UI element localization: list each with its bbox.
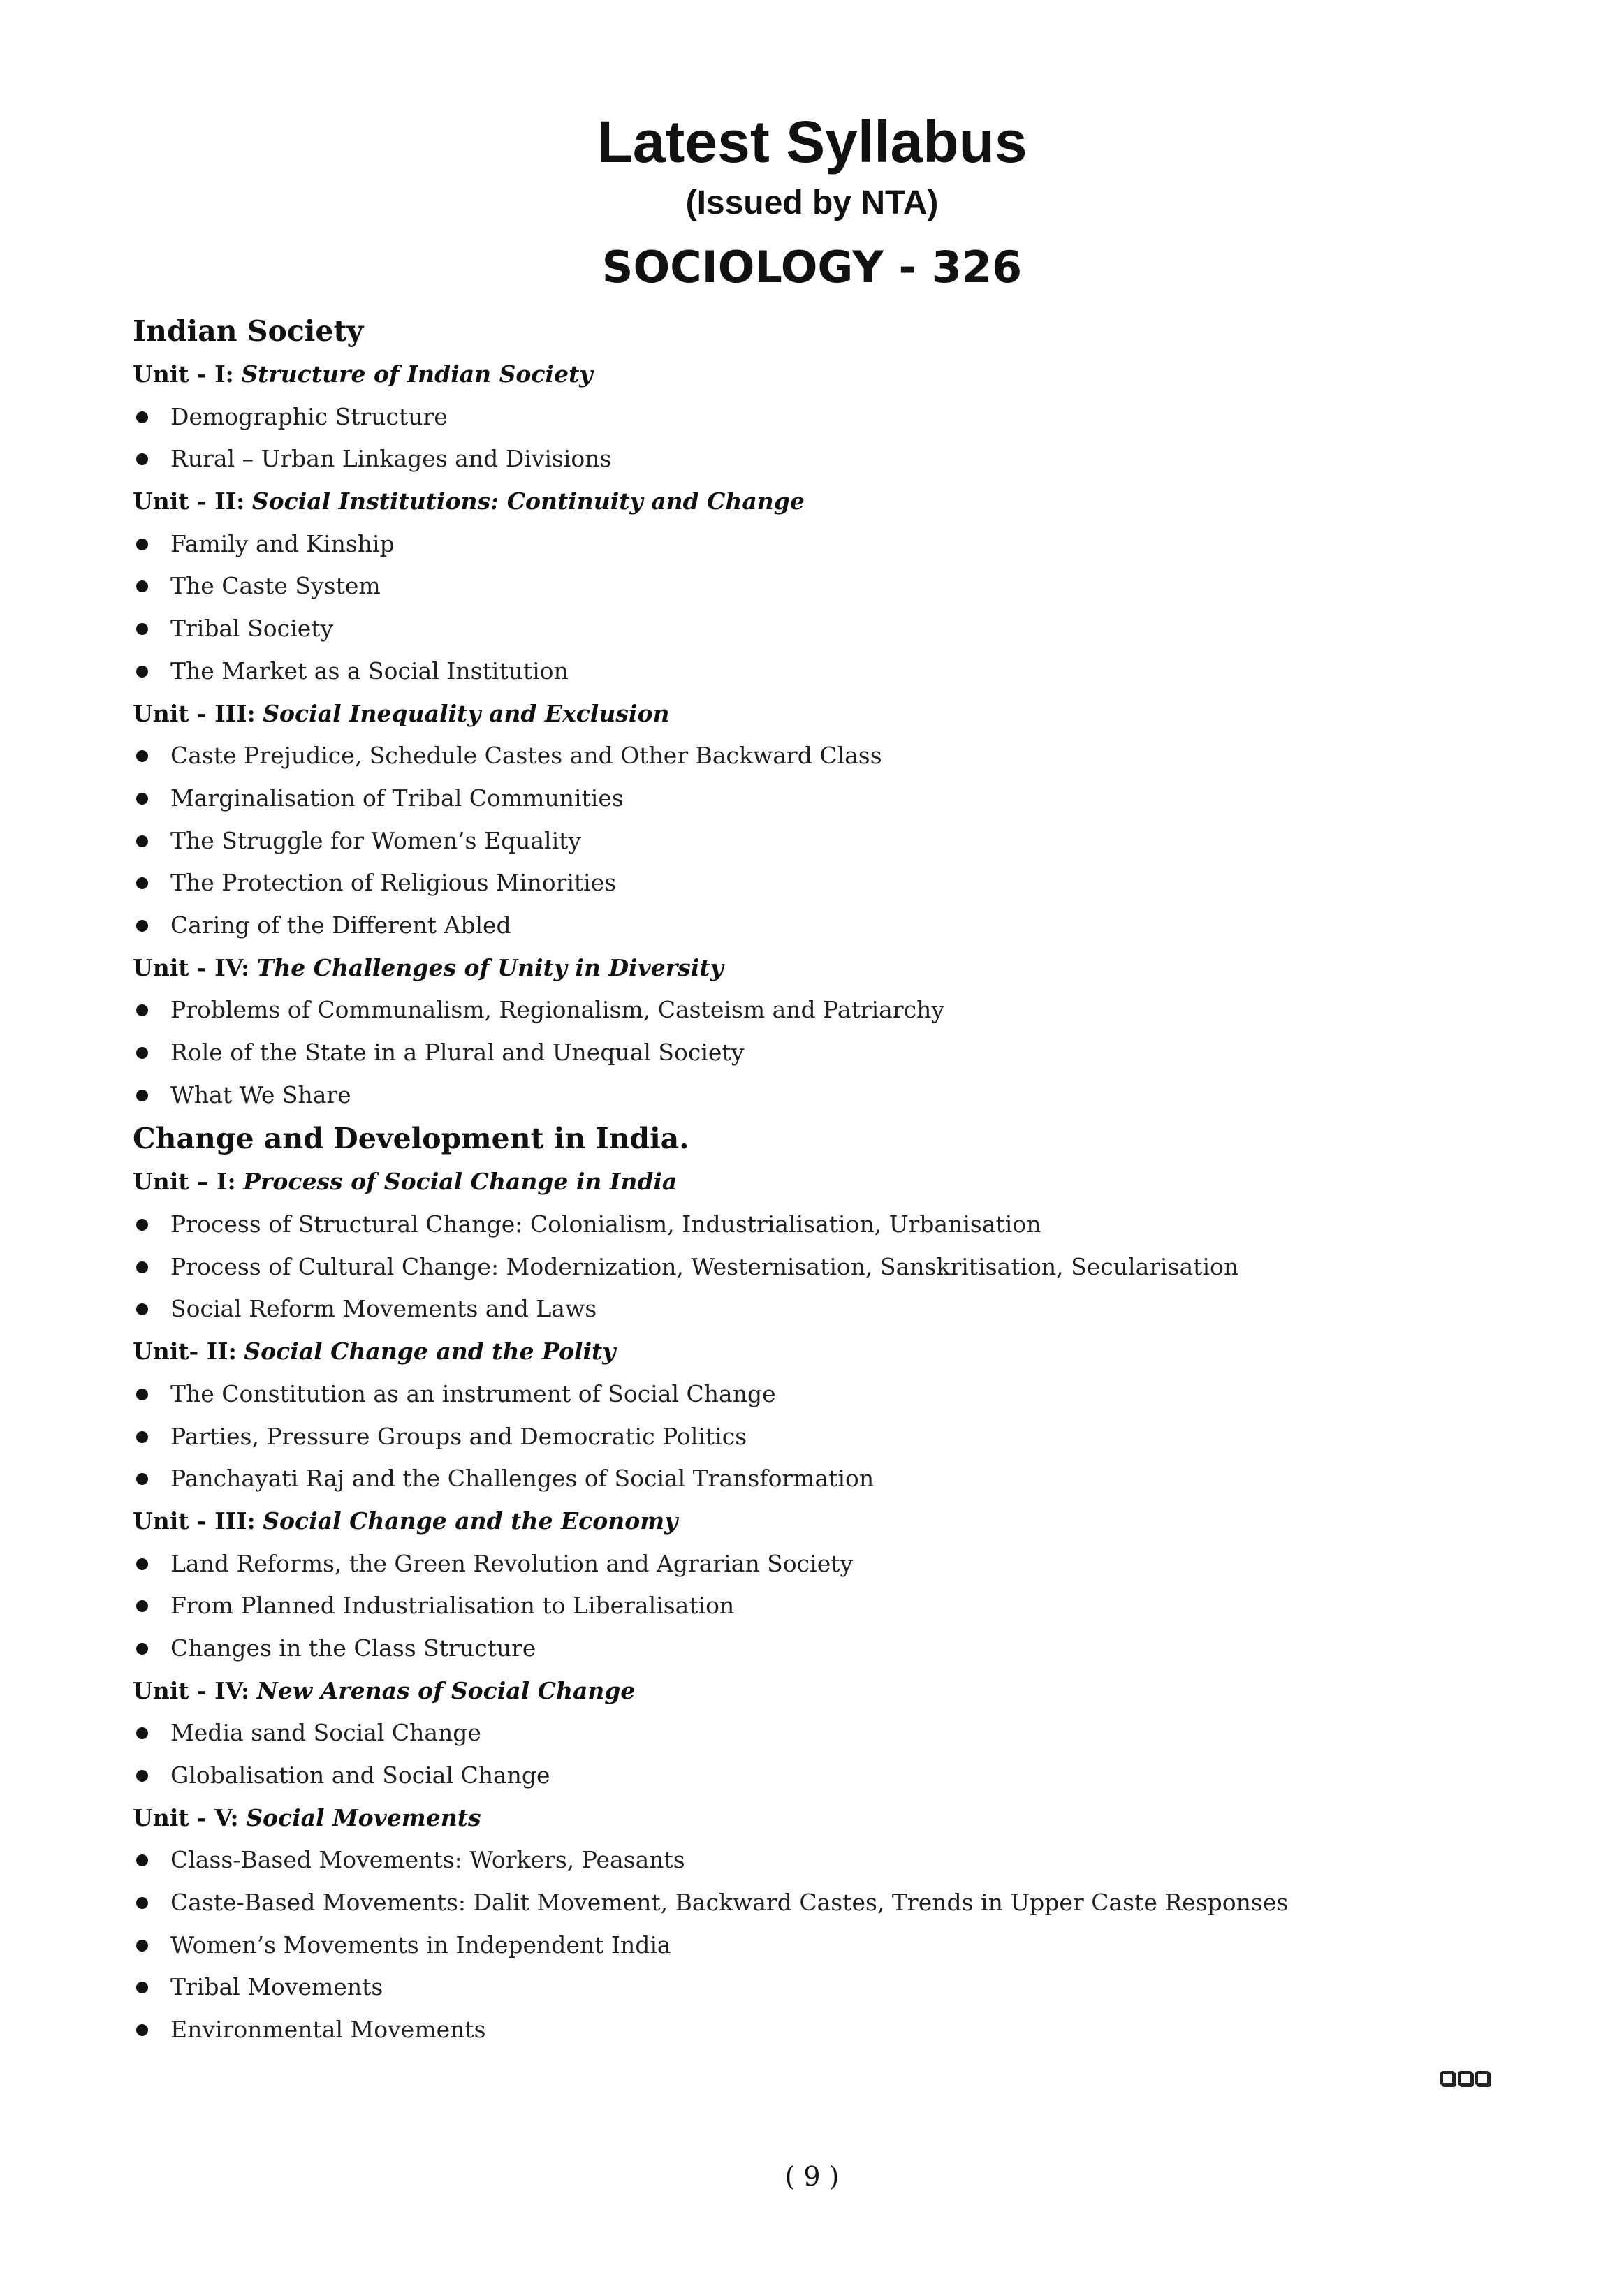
list-item [133,608,1502,650]
box-icon [1458,2071,1472,2086]
list-item [133,1839,1502,1882]
list-item-text: The Struggle for Women’s Equality [170,826,582,854]
bullet-icon [136,793,148,805]
list-item-text: Globalisation and Social Change [170,1762,550,1789]
list-item-text: The Market as a Social Institution [170,657,569,685]
list-item-text: Tribal Society [170,615,334,643]
list-item [133,565,1502,608]
list-item [133,1373,1502,1416]
bullet-icon [136,1982,148,1993]
list-item-text: Class-Based Movements: Workers, Peasants [170,1846,685,1874]
list-item [133,650,1502,693]
list-item [133,2009,1502,2051]
list-item [133,1032,1502,1074]
list-item-text: The Constitution as an instrument of Social Change [170,1379,776,1407]
list-item-text: Social Reform Movements and Laws [170,1295,597,1323]
unit-topic: Social Movements [246,1803,481,1831]
box-icon [1475,2071,1490,2086]
bullet-icon [136,1090,148,1101]
list-item [133,1755,1502,1797]
three-boxes-icon [1440,2071,1490,2086]
list-item [133,862,1502,905]
box-icon [1440,2071,1455,2086]
list-item-text: Demographic Structure [170,402,448,430]
unit-heading [133,1500,1502,1543]
list-item [133,1585,1502,1627]
unit-topic: Social Change and the Polity [244,1338,616,1366]
list-item [133,735,1502,777]
list-item-text: Caste-Based Movements: Dalit Movement, Backward Castes, Trends in Upper Caste Responses [170,1889,1289,1917]
bullet-icon [136,1727,148,1739]
bullet-icon [136,1431,148,1443]
list-item-text: Tribal Movements [170,1973,383,2001]
bullet-icon [136,539,148,550]
bullet-icon [136,1473,148,1485]
list-item [133,989,1502,1032]
list-item [133,1966,1502,2009]
unit-topic: Social Institutions: Continuity and Change [251,488,805,515]
list-item-text: Role of the State in a Plural and Unequal Society [170,1039,745,1066]
list-item [133,1924,1502,1967]
unit-label: Unit - I: [133,360,234,388]
list-item [133,1203,1502,1246]
list-item-text: Panchayati Raj and the Challenges of Social Transformation [170,1465,875,1493]
bullet-icon [136,2024,148,2036]
bullet-icon [136,920,148,932]
list-item [133,523,1502,566]
list-item-text: The Caste System [170,572,381,600]
list-item-text: Media sand Social Change [170,1719,481,1747]
bullet-icon [136,1854,148,1866]
list-item-text: Caste Prejudice, Schedule Castes and Other Backward Class [170,742,882,770]
section-heading: Indian Society [133,314,364,348]
list-item [133,1458,1502,1500]
list-item-text: Process of Cultural Change: Modernization, Westernisation, Sanskritisation, Secularisation [170,1252,1239,1280]
list-item-text: Environmental Movements [170,2016,486,2044]
list-item-text: Parties, Pressure Groups and Democratic Politics [170,1422,747,1450]
list-item-text: Family and Kinship [170,529,395,557]
list-item-text: Problems of Communalism, Regionalism, Casteism and Patriarchy [170,996,944,1024]
bullet-icon [136,835,148,847]
bullet-icon [136,877,148,889]
list-item [133,820,1502,863]
bullet-icon [136,1303,148,1315]
bullet-icon [136,666,148,678]
unit-label: Unit - III: [133,1507,256,1535]
list-item [133,1288,1502,1331]
list-item-text: Process of Structural Change: Colonialism, Industrialisation, Urbanisation [170,1210,1041,1238]
unit-label: Unit - III: [133,699,256,727]
unit-heading [133,693,1502,735]
unit-topic: Social Inequality and Exclusion [263,699,670,727]
unit-heading [133,1797,1502,1840]
bullet-icon [136,1643,148,1655]
bullet-icon [136,750,148,762]
list-item-text: Marginalisation of Tribal Communities [170,784,624,812]
unit-label: Unit - IV: [133,953,250,981]
unit-label: Unit- II: [133,1338,237,1366]
list-item [133,777,1502,820]
subject-heading: SOCIOLOGY - 326 [601,242,1023,293]
list-item [133,1543,1502,1586]
unit-label: Unit - V: [133,1803,239,1831]
list-item-text: Land Reforms, the Green Revolution and Agrarian Society [170,1549,854,1577]
unit-topic: New Arenas of Social Change [256,1676,636,1704]
list-item-text: Changes in the Class Structure [170,1634,536,1662]
unit-topic: Structure of Indian Society [241,360,593,388]
syllabus-content [133,309,1502,2051]
bullet-icon [136,1600,148,1612]
unit-topic: Social Change and the Economy [263,1507,678,1535]
list-item-text: Caring of the Different Abled [170,911,511,939]
section-heading: Change and Development in India. [133,1122,689,1156]
unit-heading [133,1670,1502,1713]
page-number: ( 9 ) [784,2161,840,2192]
bullet-icon [136,1940,148,1952]
unit-label: Unit - IV: [133,1676,250,1704]
list-item-text: What We Share [170,1081,351,1108]
list-item [133,1712,1502,1755]
unit-topic: Process of Social Change in India [243,1168,678,1196]
unit-label: Unit - II: [133,488,245,515]
bullet-icon [136,580,148,592]
bullet-icon [136,1219,148,1231]
list-item-text: The Protection of Religious Minorities [170,869,617,897]
list-item-text: Women’s Movements in Independent India [170,1931,671,1959]
page-title: Latest Syllabus [597,109,1027,175]
bullet-icon [136,1558,148,1570]
list-item [133,1882,1502,1924]
bullet-icon [136,1389,148,1400]
bullet-icon [136,453,148,465]
bullet-icon [136,1897,148,1909]
page-subtitle: (Issued by NTA) [685,184,939,221]
list-item [133,905,1502,947]
bullet-icon [136,1770,148,1782]
unit-heading [133,353,1502,396]
list-item-text: From Planned Industrialisation to Liberalisation [170,1592,735,1620]
unit-heading [133,1161,1502,1203]
unit-label: Unit – I: [133,1168,236,1196]
list-item [133,1074,1502,1117]
list-item-text: Rural – Urban Linkages and Divisions [170,445,612,473]
unit-heading [133,481,1502,523]
list-item [133,1246,1502,1289]
unit-heading [133,947,1502,990]
bullet-icon [136,1004,148,1016]
list-item [133,1627,1502,1670]
list-item [133,1416,1502,1458]
list-item [133,438,1502,481]
bullet-icon [136,1261,148,1273]
unit-topic: The Challenges of Unity in Diversity [256,953,724,981]
bullet-icon [136,623,148,635]
unit-heading [133,1331,1502,1373]
list-item [133,396,1502,439]
bullet-icon [136,411,148,423]
bullet-icon [136,1047,148,1059]
